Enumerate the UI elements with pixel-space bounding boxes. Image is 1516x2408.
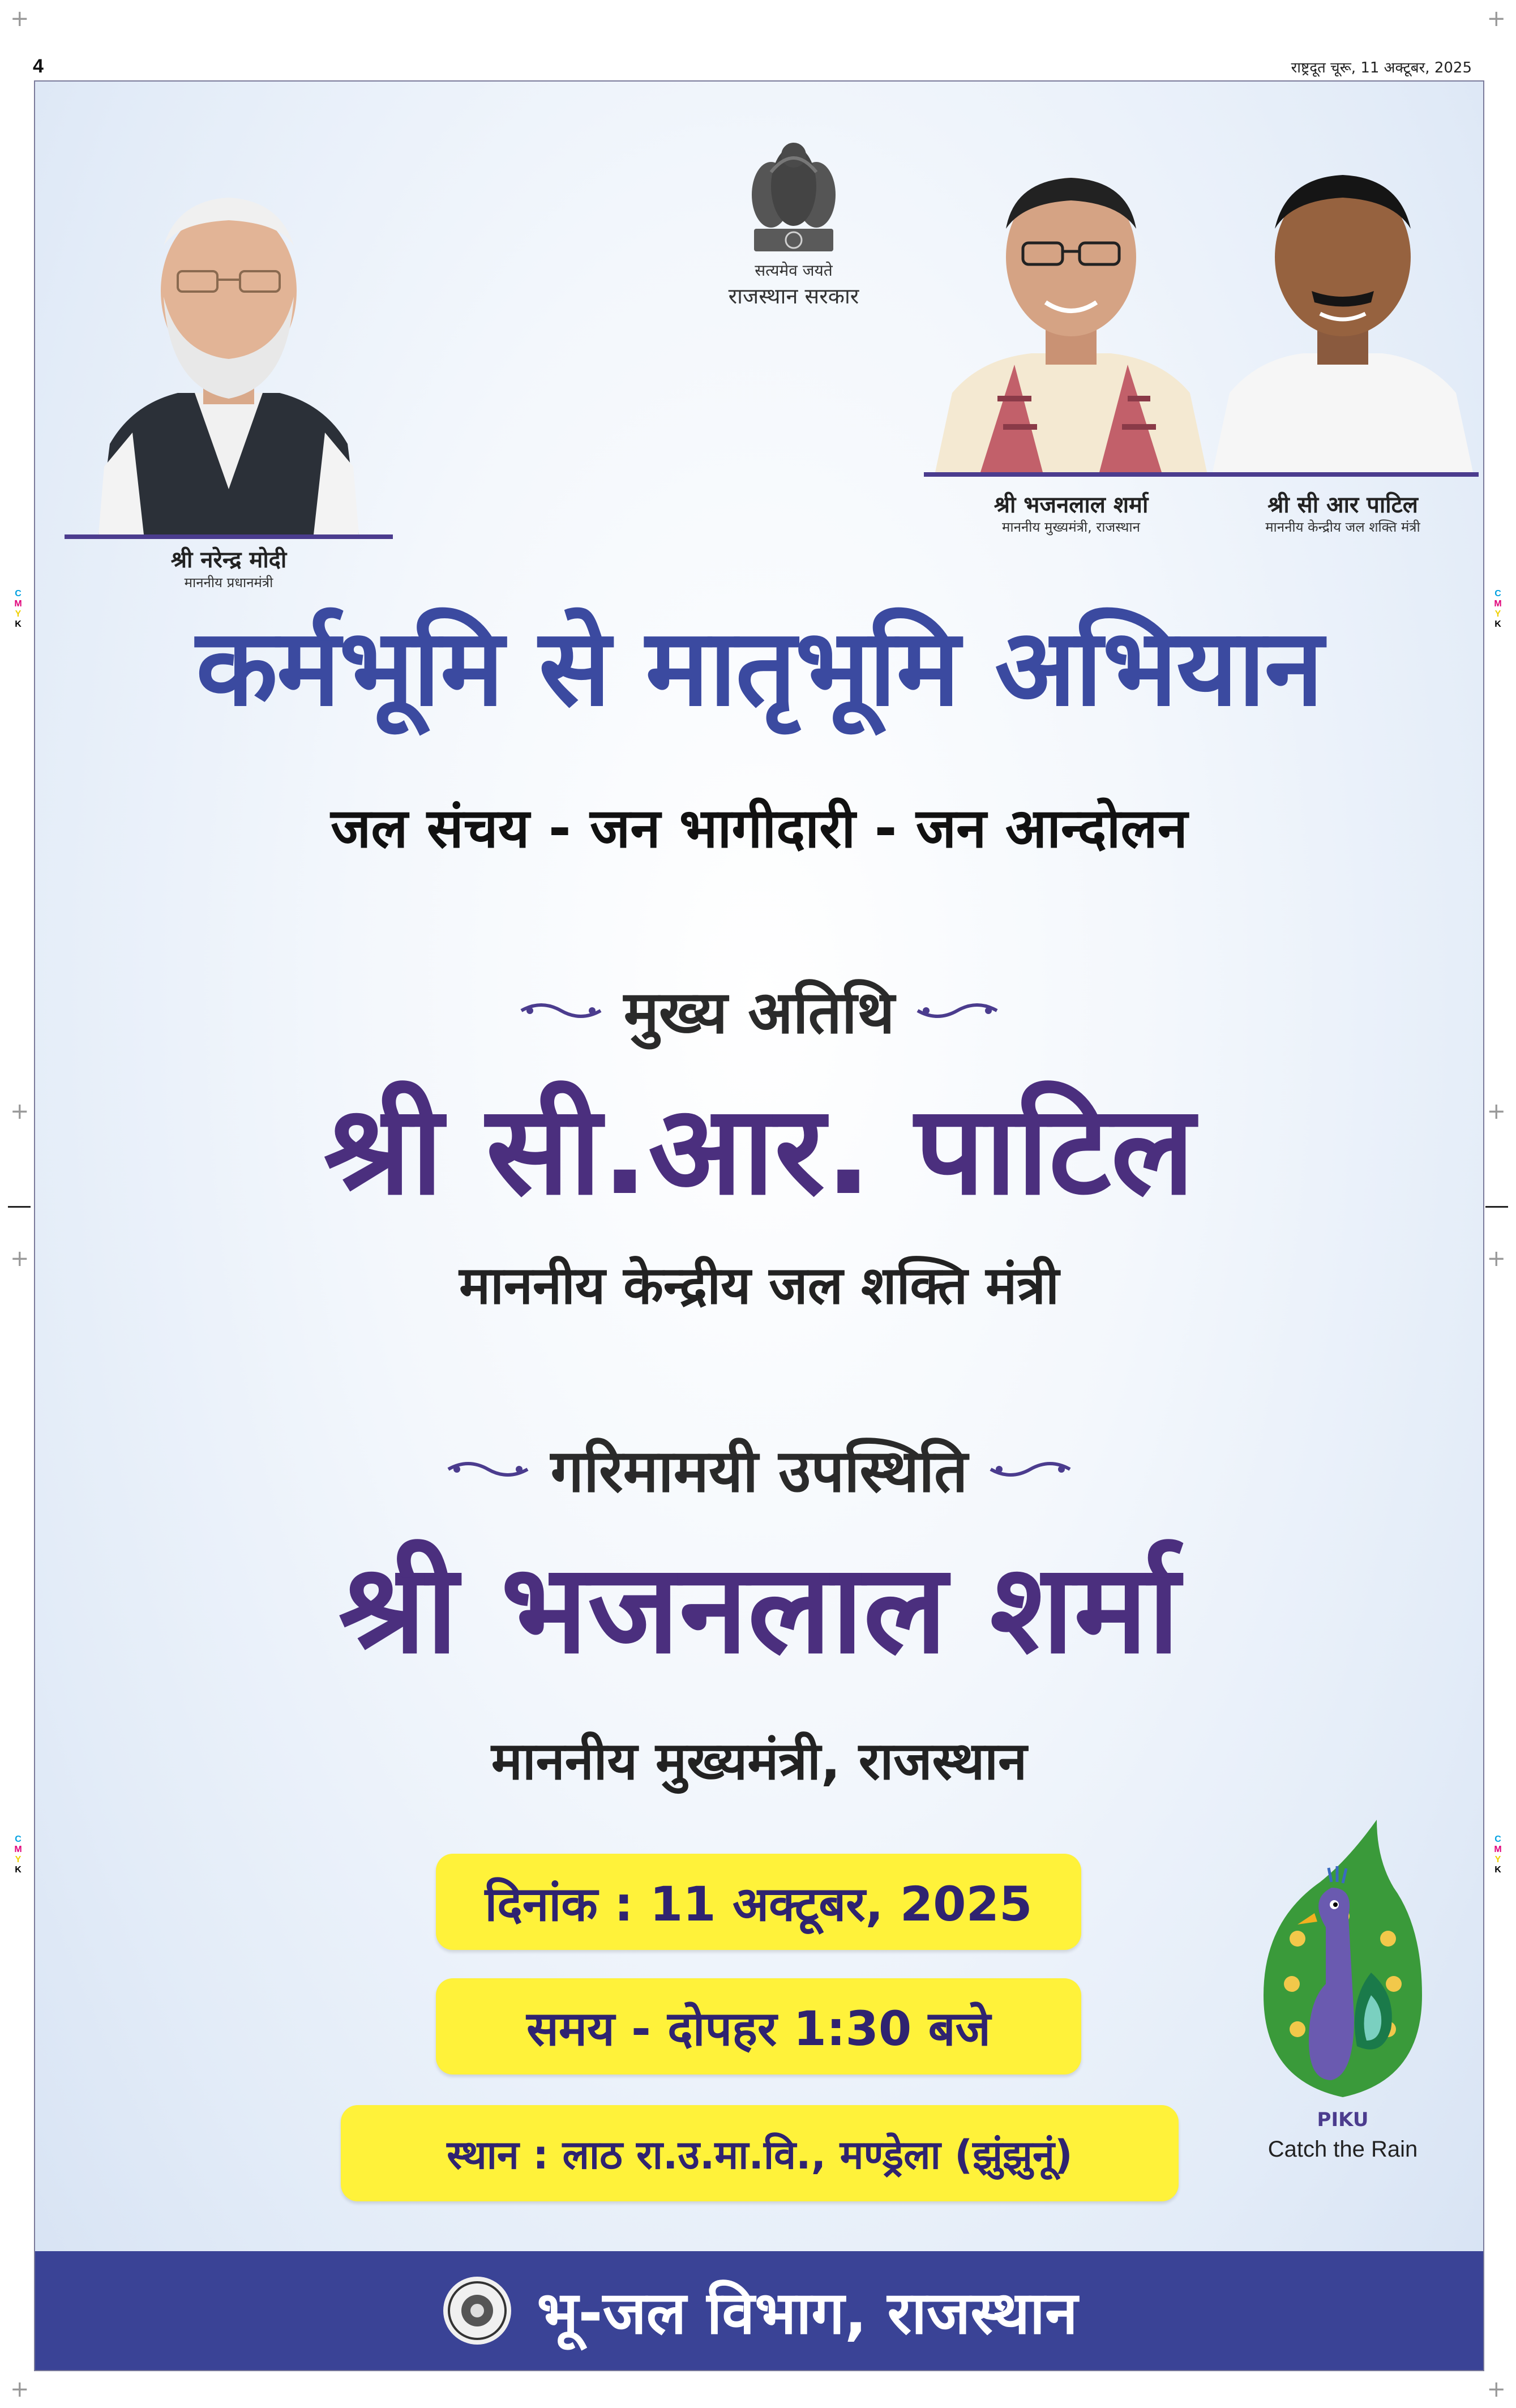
pm-role: माननीय प्रधानमंत्री — [184, 575, 273, 591]
piku-mascot — [1235, 1814, 1450, 2108]
registration-mark-icon: + — [1487, 2376, 1506, 2402]
registration-mark-icon: + — [10, 1246, 29, 1272]
campaign-headline: कर्मभूमि से मातृभूमि अभियान — [196, 606, 1322, 730]
cmyk-strip: C M Y K — [1494, 589, 1502, 629]
campaign-tagline: जल संचय - जन भागीदारी - जन आन्दोलन — [331, 797, 1188, 860]
chief-guest-name: श्री सी.आर. पाटिल — [323, 1079, 1195, 1222]
ashoka-emblem-icon — [714, 132, 873, 257]
patil-role: माननीय केन्द्रीय जल शक्ति मंत्री — [1265, 519, 1420, 535]
event-date: दिनांक : 11 अक्टूबर, 2025 — [436, 1854, 1081, 1950]
emblem — [714, 132, 873, 319]
patil-name: श्री सी आर पाटिल — [1267, 492, 1418, 518]
peacock-icon — [1235, 1814, 1450, 2108]
cmyk-strip: C M Y K — [14, 1834, 22, 1875]
chief-guest-heading — [35, 970, 1483, 1050]
portrait-underline — [924, 472, 1479, 477]
registration-mark-icon: + — [1487, 6, 1506, 32]
department-name: भू-जल विभाग, राजस्थान — [537, 2278, 1078, 2347]
footer-band — [35, 2251, 1483, 2370]
cm-role: माननीय मुख्यमंत्री, राजस्थान — [1002, 519, 1140, 535]
department-seal-icon — [440, 2274, 514, 2347]
ornament-left-icon — [446, 1455, 530, 1483]
page-number: 4 — [33, 55, 44, 77]
presence-heading — [35, 1429, 1483, 1509]
cm-portrait — [924, 132, 1218, 472]
cmyk-strip: C M Y K — [14, 589, 22, 629]
chief-guest-role: माननीय केन्द्रीय जल शक्ति मंत्री — [459, 1255, 1059, 1316]
presence-label: गरिमामयी उपस्थिति — [550, 1436, 968, 1505]
cm-name: श्री भजनलाल शर्मा — [993, 492, 1149, 518]
registration-mark-icon: + — [1487, 1098, 1506, 1124]
chief-guest-label: मुख्य अतिथि — [623, 978, 895, 1047]
pm-portrait — [65, 149, 393, 534]
emblem-motto: सत्यमेव जयते — [755, 261, 833, 280]
piku-tagline: Catch the Rain — [1267, 2137, 1418, 2162]
crop-mark — [1485, 1206, 1508, 1208]
presence-role: माननीय मुख्यमंत्री, राजस्थान — [491, 1731, 1027, 1791]
ornament-right-icon — [988, 1455, 1073, 1483]
presence-name: श्री भजनलाल शर्मा — [339, 1538, 1180, 1681]
registration-mark-icon: + — [10, 1098, 29, 1124]
emblem-title: राजस्थान सरकार — [728, 284, 859, 309]
advertisement — [34, 80, 1484, 2371]
dateline: राष्ट्रदूत चूरू, 11 अक्टूबर, 2025 — [1291, 59, 1472, 76]
cmyk-strip: C M Y K — [1494, 1834, 1502, 1875]
crop-mark — [8, 1206, 31, 1208]
registration-mark-icon: + — [1487, 1246, 1506, 1272]
piku-label: PIKU — [1317, 2108, 1369, 2131]
event-time: समय - दोपहर 1:30 बजे — [436, 1978, 1081, 2075]
registration-mark-icon: + — [10, 2376, 29, 2402]
patil-portrait — [1207, 132, 1479, 472]
portrait-underline — [65, 534, 393, 539]
ornament-right-icon — [915, 996, 1000, 1025]
registration-mark-icon: + — [10, 6, 29, 32]
ornament-left-icon — [519, 996, 603, 1025]
pm-name: श्री नरेन्द्र मोदी — [170, 547, 287, 573]
event-venue: स्थान : लाठ रा.उ.मा.वि., मण्ड्रेला (झुंझुनूं) — [341, 2105, 1179, 2201]
